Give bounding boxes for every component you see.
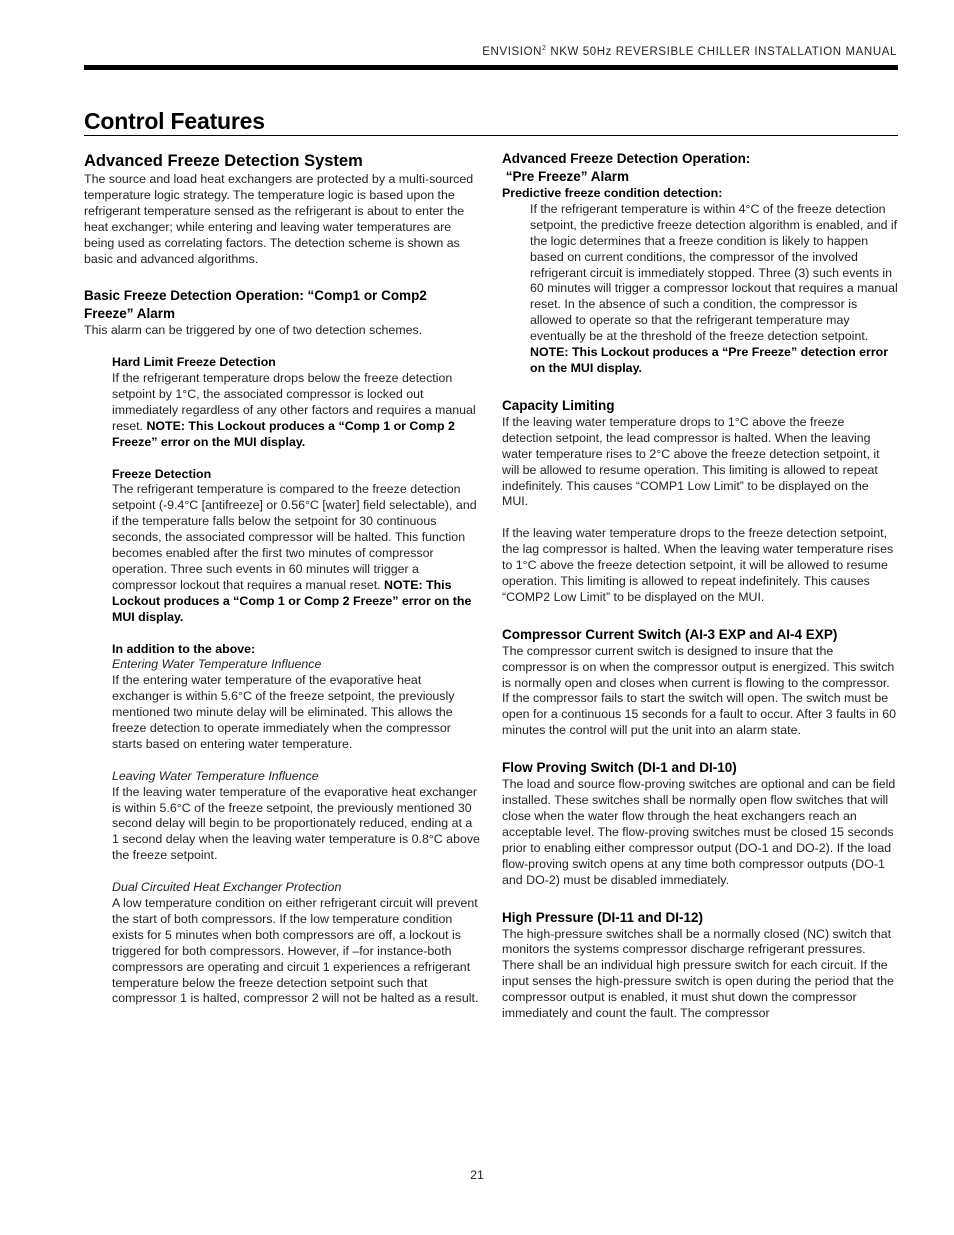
current-switch-body: The compressor current switch is designed to insure that the compressor is on when the compressor output is energized. This switch is normally open and closes when current is flowing to the compressor. If the compressor fails to start the switch will open. The switch must be open for a continuous 15 seconds for a fault to occur. After 3 faults in 60 minutes the control will put the unit into an alarm state. <box>502 643 896 738</box>
high-pressure-heading: High Pressure (DI-11 and DI-12) <box>502 909 704 925</box>
running-header <box>482 45 897 58</box>
pre-freeze-heading-line1: Advanced Freeze Detection Operation: <box>502 151 751 166</box>
brand-superscript: 2 <box>542 45 547 52</box>
freeze-detection-body <box>112 482 480 625</box>
pre-freeze-heading <box>502 150 898 186</box>
ewt-title: Entering Water Temperature Influence <box>112 657 322 672</box>
freeze-detection-text: The refrigerant temperature is compared to the freeze detection setpoint (-9.4°C [antifreeze] or 0.56°C [water] field selectable), and if the temperature falls below the setpoint for 30 continuous seconds, the associated compressor will be halted. This function becomes enabled after the first two minutes of compressor operation. Three such events in 60 minutes will trigger a compressor lockout that requires a manual reset. <box>112 482 477 592</box>
freeze-detection-heading: Freeze Detection <box>112 466 212 481</box>
title-rule <box>84 135 898 136</box>
pre-freeze-heading-line2: “Pre Freeze” Alarm <box>502 169 630 184</box>
header-title-text: NKW 50Hz REVERSIBLE CHILLER INSTALLATION MANUAL <box>546 45 897 58</box>
capacity-limiting-body-1: If the leaving water temperature drops to 1°C above the freeze detection setpoint, the lead compressor is halted. When the leaving water temperature rises to 2°C above the freeze detection setpoint, it will be allowed to resume operation. This limiting is allowed to repeat indefinitely. This causes “COMP1 Low Limit” to be displayed on the MUI. <box>502 414 880 509</box>
lwt-title: Leaving Water Temperature Influence <box>112 768 319 783</box>
hard-limit-body <box>112 371 480 451</box>
hard-limit-note: NOTE: This Lockout produces a “Comp 1 or Comp 2 Freeze” error on the MUI display. <box>112 418 455 449</box>
pre-freeze-body <box>502 202 898 377</box>
left-column <box>84 150 480 1007</box>
flow-switch-heading: Flow Proving Switch (DI-1 and DI-10) <box>502 760 737 776</box>
hard-limit-section <box>84 355 480 1007</box>
brand-name: ENVISION <box>482 45 543 58</box>
right-column <box>502 150 898 1022</box>
afds-body: The source and load heat exchangers are protected by a multi-sourced temperature logic strategy. The temperature logic is based upon the refrigerant temperature sensed as the refrigerant is about to enter the heat exchanger; while entering and leaving water temperatures are being used as correlating factors. The detection scheme is shown as basic and advanced algorithms. <box>84 172 474 266</box>
capacity-limiting-body-2: If the leaving water temperature drops to the freeze detection setpoint, the lag compressor is halted. When the leaving water temperature rises to 1°C above the freeze detection setpoint, it will be allowed to resume operation. This limiting is allowed to repeat indefinitely. This causes “COMP2 Low Limit” to be displayed on the MUI. <box>502 526 894 604</box>
header-rule <box>84 65 898 70</box>
basic-freeze-heading: Basic Freeze Detection Operation: “Comp1 or Comp2 Freeze” Alarm <box>84 288 427 322</box>
freeze-detection-note: NOTE: This Lockout produces a “Comp 1 or Comp 2 Freeze” error on the MUI display. <box>112 577 472 624</box>
page-title: Control Features <box>84 108 265 134</box>
hard-limit-text: If the refrigerant temperature drops below the freeze detection setpoint by 1°C, the associated compressor is locked out immediately regardless of any other factors and requires a manual reset. <box>112 371 476 433</box>
lwt-body: If the leaving water temperature of the evaporative heat exchanger is within 5.6°C of the freeze setpoint, the previously mentioned 30 second delay will begin to be proportionately reduced, ending at a 1 second delay when the leaving water temperature is 0.8°C above the freeze setpoint. <box>112 784 480 863</box>
flow-switch-body: The load and source flow-proving switches are optional and can be field installed. These switches shall be normally open flow switches that will close when the water flow through the heat exchangers reach an acceptable level. The flow-proving switches must be closed 15 seconds prior to enabling either compressor output (DO-1 and DO-2). If the load flow-proving switch opens at any time both compressor outputs (DO-1 and DO-2) must be disabled immediately. <box>502 777 896 887</box>
pre-freeze-text: If the refrigerant temperature is within 4°C of the freeze detection setpoint, the predictive freeze detection algorithm is enabled, and if the logic determines that a freeze condition is likely to happen based on current conditions, the compressor of the involved refrigerant circuit is immediately stopped. Three (3) such events in 60 minutes will trigger a compressor lockout that requires a manual reset. In the absence of such a condition, the compressor is allowed to operate so that the refrigerant temperature may eventually be at the threshold of the freeze detection setpoint. <box>530 201 898 344</box>
ewt-body: If the entering water temperature of the evaporative heat exchanger is within 5.6°C of the freeze setpoint, the previously mentioned two minute delay will be eliminated. This allows the freeze detection to operate immediately when the compressor starts based on entering water temperature. <box>112 673 455 751</box>
hard-limit-heading: Hard Limit Freeze Detection <box>112 355 276 370</box>
dual-circuit-title: Dual Circuited Heat Exchanger Protection <box>112 880 342 895</box>
capacity-limiting-heading: Capacity Limiting <box>502 397 615 413</box>
basic-freeze-body: This alarm can be triggered by one of two detection schemes. <box>84 323 423 338</box>
addition-heading: In addition to the above: <box>112 641 256 656</box>
afds-heading: Advanced Freeze Detection System <box>84 152 363 170</box>
page-number: 21 <box>470 1168 484 1182</box>
pre-freeze-note: NOTE: This Lockout produces a “Pre Freeze” detection error on the MUI display. <box>530 345 889 375</box>
current-switch-heading: Compressor Current Switch (AI-3 EXP and AI-4 EXP) <box>502 626 838 642</box>
dual-circuit-body: A low temperature condition on either refrigerant circuit will prevent the start of both compressors. If the low temperature condition exists for 5 minutes when both compressors are off, a lockout is triggered for both compressors. However, if –for instance-both compressors are operating and circuit 1 experiences a refrigerant temperature below the freeze detection setpoint such that compressor 1 is halted, compressor 2 will not be halted as a result. <box>112 895 479 1006</box>
high-pressure-body: The high-pressure switches shall be a normally closed (NC) switch that monitors the systems compressor discharge refrigerant pressures. There shall be an individual high pressure switch for each circuit. If the input senses the high-pressure switch is open during the period that the compressor output is enabled, it must shut down the compressor immediately and count the fault. The compressor <box>502 926 894 1021</box>
predictive-subheading: Predictive freeze condition detection: <box>502 186 723 200</box>
